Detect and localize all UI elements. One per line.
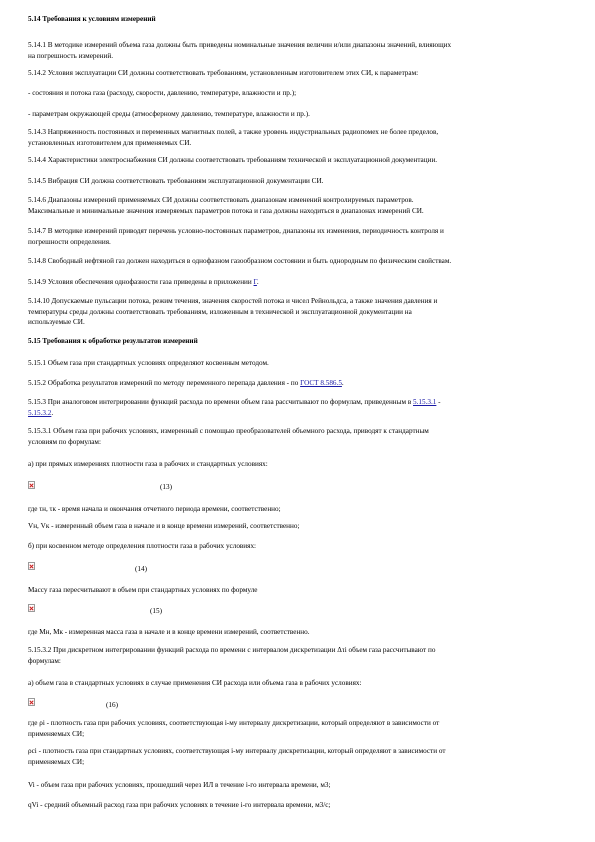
- paragraph-5-14-10: [28, 296, 563, 328]
- definition-density-working: [28, 718, 563, 739]
- text-run: .: [341, 379, 344, 387]
- text-line: 5.14.10 Допускаемые пульсации потока, режим течения, значения скоростей потока и чисел Рейнольдса, а также значения давления и: [28, 297, 438, 305]
- paragraph-5-14-6: [28, 195, 563, 216]
- text-line: [28, 397, 563, 408]
- paragraph-5-14-1: [28, 40, 563, 61]
- text-run: .: [256, 278, 259, 286]
- link-gost-8-586-5[interactable]: ГОСТ 8.586.5: [300, 379, 342, 387]
- broken-image-icon: [28, 604, 35, 612]
- link-5-15-3-1[interactable]: 5.15.3.1: [413, 398, 437, 406]
- paragraph-5-14-5: 5.14.5 Вибрация СИ должна соответствовать требованиям эксплуатационной документации СИ.: [28, 177, 324, 185]
- text-line: на погрешность измерений.: [28, 51, 114, 60]
- paragraph-5-15-1: 5.15.1 Объем газа при стандартных условиях определяют косвенным методом.: [28, 359, 269, 367]
- text-line: применяемых СИ;: [28, 757, 85, 766]
- text-line: формулам:: [28, 656, 61, 665]
- text-line: условиям по формулам:: [28, 437, 101, 446]
- text-line: 5.15.3.1 Объем газа при рабочих условиях, измеренный с помощью преобразователей объемного расхода, приводят к стандартным: [28, 427, 429, 435]
- text-line: 5.14.6 Диапазоны измерений применяемых СИ должны соответствовать диапазонам изменений контролируемых параметров.: [28, 196, 414, 204]
- equation-number-13: (13): [160, 483, 172, 491]
- paragraph-5-14-2: 5.14.2 Условия эксплуатации СИ должны соответствовать требованиям, установленным изготовителем этих СИ, к параметрам:: [28, 69, 419, 77]
- text-line: ρсi - плотность газа при стандартных условиях, соответствующая i-му интервалу дискретизации, который определяют в зависимости от: [28, 747, 446, 755]
- text-line: где ρi - плотность газа при рабочих условиях, соответствующая i-му интервалу дискретизации, который определяют в зависимости от: [28, 719, 440, 727]
- paragraph-5-14-9: [28, 277, 563, 288]
- paragraph-5-15-3-1: [28, 426, 563, 447]
- text-line: применяемых СИ;: [28, 729, 85, 738]
- text-line: [28, 408, 563, 419]
- text-line: используемые СИ.: [28, 318, 85, 326]
- definition-flow-rate: qVi - средний объемный расход газа при рабочих условиях в течение i-го интервала времени, м3/с;: [28, 801, 331, 809]
- paragraph-5-15-2: [28, 378, 563, 389]
- text-run: -: [436, 398, 441, 406]
- text-line: температуры среды должны соответствовать требованиям, изложенным в технической и эксплуатационной документации на: [28, 307, 412, 316]
- text-line: Максимальные и минимальные значения измеряемых параметров потока и газа должны находиться в диапазонах измерений СИ.: [28, 206, 424, 215]
- item-a-standard-volume: а) объем газа в стандартных условиях в случае применения СИ расхода или объема газа в рабочих условиях:: [28, 679, 362, 687]
- text-line: установленных изготовителем для применяемых СИ.: [28, 138, 192, 147]
- paragraph-5-14-8: 5.14.8 Свободный нефтяной газ должен находиться в однофазном газообразном состоянии и быть однородным по физическим свойствам.: [28, 257, 452, 265]
- paragraph-5-15-3-2: [28, 645, 563, 666]
- definition-volume: Vн, Vк - измеренный объем газа в начале и в конце времени измерений, соответственно;: [28, 522, 300, 530]
- text-line: 5.15.3.2 При дискретном интегрировании функций расхода по времени с интервалом дискретизации Δτi объем газа рассчитывают по: [28, 646, 436, 654]
- paragraph-5-14-3: [28, 127, 563, 148]
- broken-image-icon: [28, 698, 35, 706]
- broken-image-icon: [28, 481, 35, 489]
- item-a-direct-density: а) при прямых измерениях плотности газа в рабочих и стандартных условиях:: [28, 460, 268, 468]
- text-run: 5.15.3 При аналоговом интегрировании функций расхода по времени объем газа рассчитывают по формулам, приведенным в: [28, 398, 414, 406]
- equation-number-16: (16): [106, 701, 118, 709]
- text-run: 5.15.2 Обработка результатов измерений по методу переменного перепада давления - по: [28, 379, 301, 387]
- paragraph-env-params: - параметрам окружающей среды (атмосферному давлению, температуре, влажности и пр.).: [28, 110, 310, 118]
- definition-volume-interval: Vi - объем газа при рабочих условиях, прошедший через ИЛ в течение i-го интервала времени, м3;: [28, 781, 331, 789]
- text-run: 5.14.9 Условия обеспечения однофазности газа приведены в приложении: [28, 278, 254, 286]
- paragraph-5-14-7: [28, 226, 563, 247]
- paragraph-mass-conversion: Массу газа пересчитывают в объем при стандартных условиях по формуле: [28, 586, 258, 594]
- section-heading-5-14: 5.14 Требования к условиям измерений: [28, 15, 156, 23]
- text-line: погрешности определения.: [28, 237, 111, 246]
- link-5-15-3-2[interactable]: 5.15.3.2: [28, 408, 52, 417]
- section-heading-5-15: 5.15 Требования к обработке результатов измерений: [28, 337, 198, 345]
- definition-time: где τн, τк - время начала и окончания отчетного периода времени, соответственно;: [28, 505, 281, 513]
- text-line: 5.14.7 В методике измерений приводят перечень условно-постоянных параметров, диапазоны их изменения, периодичность контроля и: [28, 227, 444, 235]
- text-run: .: [51, 408, 54, 417]
- link-appendix-g[interactable]: Г: [253, 278, 257, 286]
- text-line: 5.14.3 Напряженность постоянных и переменных магнитных полей, а также уровень индустриальных радиопомех не более пределов,: [28, 128, 439, 136]
- text-line: 5.14.1 В методике измерений объема газа должны быть приведены номинальные значения величин и/или диапазоны значений, влияющих: [28, 41, 452, 49]
- equation-number-14: (14): [135, 565, 147, 573]
- definition-mass: где Mн, Mк - измеренная масса газа в начале и в конце времени измерений, соответственно.: [28, 628, 310, 636]
- paragraph-5-14-4: 5.14.4 Характеристики электроснабжения СИ должны соответствовать требованиям технической и эксплуатационной документации.: [28, 156, 438, 164]
- paragraph-5-15-3: [28, 397, 563, 418]
- paragraph-state-params: - состояния и потока газа (расходу, скорости, давлению, температуре, влажности и пр.);: [28, 89, 297, 97]
- equation-number-15: (15): [150, 607, 162, 615]
- item-b-indirect-density: б) при косвенном методе определения плотности газа в рабочих условиях:: [28, 542, 257, 550]
- definition-density-standard: [28, 746, 563, 767]
- broken-image-icon: [28, 562, 35, 570]
